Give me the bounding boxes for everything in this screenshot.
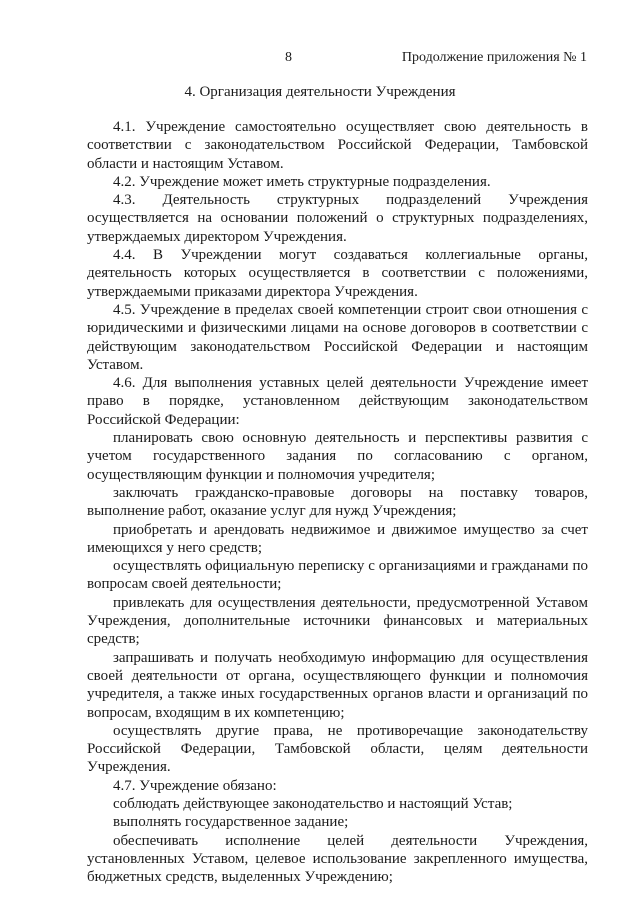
list-item-property: приобретать и арендовать недвижимое и движимое имущество за счет имеющихся у него средств; [87, 521, 588, 556]
list-item-correspondence: осуществлять официальную переписку с организациями и гражданами по вопросам своей деятельности; [87, 558, 588, 593]
list-item-information: запрашивать и получать необходимую информацию для осуществления своей деятельности от органа, осуществляющего функции и полномочия учредителя, а также иных государственных органов власти и организаций по вопросам, входящим в их компетенцию; [87, 649, 588, 721]
paragraph-4-1: 4.1. Учреждение самостоятельно осуществляет свою деятельность в соответствии с законодательством Российской Федерации, Тамбовской области и настоящим Уставом. [87, 119, 588, 172]
section-title: 4. Организация деятельности Учреждения [184, 84, 456, 100]
appendix-continuation-label: Продолжение приложения № 1 [401, 50, 587, 65]
paragraph-4-2: 4.2. Учреждение может иметь структурные подразделения. [113, 173, 491, 190]
paragraph-4-4: 4.4. В Учреждении могут создаваться коллегиальные органы, деятельность которых осуществляется в соответствии с положениями, утверждаемыми приказами директора Учреждения. [87, 247, 588, 300]
list-item-other-rights: осуществлять другие права, не противоречащие законодательству Российской Федерации, Тамбовской области, целям деятельности Учреждения. [87, 722, 588, 776]
paragraph-4-7: 4.7. Учреждение обязано: [113, 777, 277, 794]
page-number: 8 [285, 50, 292, 65]
list-item-state-task: выполнять государственное задание; [113, 814, 349, 831]
document-body [87, 118, 588, 886]
paragraph-4-3: 4.3. Деятельность структурных подразделений Учреждения осуществляется на основании положений о структурных подразделениях, утверждаемых директором Учреждения. [87, 192, 588, 245]
list-item-funding: привлекать для осуществления деятельности, предусмотренной Уставом Учреждения, дополнительные источники финансовых и материальных средств; [87, 594, 588, 648]
list-item-ensure: обеспечивать исполнение целей деятельности Учреждения, установленных Уставом, целевое использование закрепленного имущества, бюджетных средств, выделенных Учреждению; [87, 832, 588, 886]
paragraph-4-5: 4.5. Учреждение в пределах своей компетенции строит свои отношения с юридическими и физическими лицами на основе договоров в соответствии с действующим законодательством Российской Федерации и настоящим Уставом. [87, 301, 588, 373]
list-item-plan: планировать свою основную деятельность и перспективы развития с учетом государственного задания по согласованию с органом, осуществляющим функции и полномочия учредителя; [87, 430, 588, 483]
paragraph-4-6: 4.6. Для выполнения уставных целей деятельности Учреждение имеет право в порядке, установленном действующим законодательством Российской Федерации: [87, 375, 588, 428]
list-item-contracts: заключать гражданско-правовые договоры на поставку товаров, выполнение работ, оказание услуг для нужд Учреждения; [87, 484, 588, 520]
list-item-comply: соблюдать действующее законодательство и настоящий Устав; [113, 795, 513, 812]
